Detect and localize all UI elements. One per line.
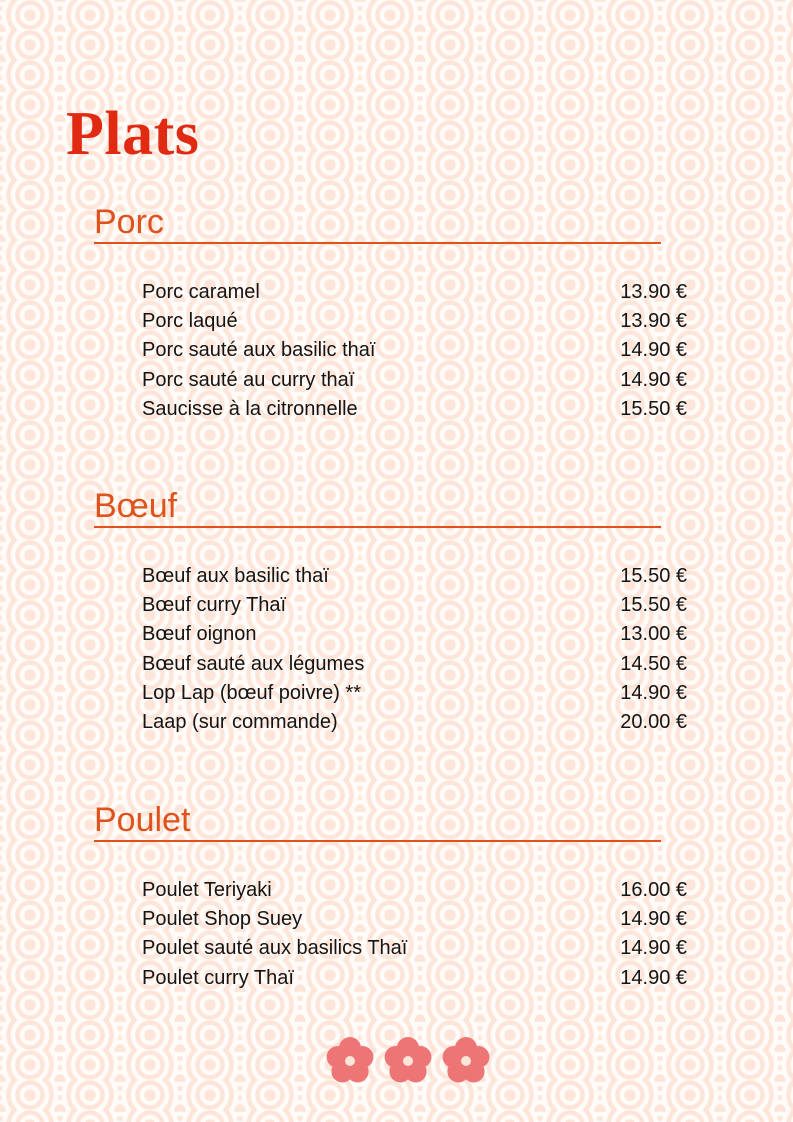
flower-icon bbox=[327, 1037, 374, 1083]
item-price: 15.50 € bbox=[620, 565, 687, 587]
menu-item bbox=[142, 278, 687, 307]
menu-item bbox=[142, 650, 687, 679]
menu-item bbox=[142, 708, 687, 737]
item-price: 15.50 € bbox=[620, 594, 687, 617]
flower-decoration bbox=[320, 1032, 500, 1092]
item-price: 14.90 € bbox=[620, 908, 687, 931]
menu-item bbox=[142, 591, 687, 620]
menu-item-list bbox=[142, 562, 687, 737]
section-porc bbox=[94, 202, 687, 420]
item-price: 13.90 € bbox=[620, 281, 687, 303]
item-name: Poulet Teriyaki bbox=[142, 879, 272, 901]
section-boeuf bbox=[94, 486, 687, 733]
item-name: Saucisse à la citronnelle bbox=[142, 397, 358, 420]
section-heading: Bœuf bbox=[94, 486, 661, 528]
item-price: 14.90 € bbox=[620, 368, 687, 391]
menu-item bbox=[142, 620, 687, 649]
item-price: 13.00 € bbox=[620, 623, 687, 646]
item-price: 13.90 € bbox=[620, 310, 687, 333]
item-name: Lop Lap (bœuf poivre) ** bbox=[142, 681, 362, 704]
item-name: Porc sauté au curry thaï bbox=[142, 368, 355, 391]
item-name: Bœuf oignon bbox=[142, 623, 257, 646]
item-name: Poulet sauté aux basilics Thaï bbox=[142, 937, 408, 960]
item-name: Bœuf aux basilic thaï bbox=[142, 565, 329, 587]
item-name: Poulet curry Thaï bbox=[142, 966, 294, 989]
item-price: 16.00 € bbox=[620, 879, 687, 901]
menu-item bbox=[142, 395, 687, 424]
item-price: 20.00 € bbox=[620, 710, 687, 733]
flower-icon bbox=[443, 1037, 490, 1083]
page-title: Plats bbox=[66, 100, 200, 168]
item-name: Porc sauté aux basilic thaï bbox=[142, 339, 376, 362]
menu-item bbox=[142, 562, 687, 591]
item-price: 14.90 € bbox=[620, 681, 687, 704]
item-name: Laap (sur commande) bbox=[142, 710, 338, 733]
menu-item-list bbox=[142, 278, 687, 424]
menu-item bbox=[142, 307, 687, 336]
section-poulet bbox=[94, 800, 687, 989]
item-price: 14.90 € bbox=[620, 966, 687, 989]
menu-item bbox=[142, 905, 687, 934]
menu-item bbox=[142, 336, 687, 365]
item-name: Porc caramel bbox=[142, 281, 260, 303]
item-price: 15.50 € bbox=[620, 397, 687, 420]
item-name: Bœuf sauté aux légumes bbox=[142, 652, 365, 675]
menu-item bbox=[142, 679, 687, 708]
item-price: 14.50 € bbox=[620, 652, 687, 675]
item-price: 14.90 € bbox=[620, 937, 687, 960]
flower-icon bbox=[385, 1037, 432, 1083]
item-price: 14.90 € bbox=[620, 339, 687, 362]
menu-item bbox=[142, 934, 687, 963]
menu-item bbox=[142, 964, 687, 993]
item-name: Bœuf curry Thaï bbox=[142, 594, 287, 617]
item-name: Poulet Shop Suey bbox=[142, 908, 303, 931]
section-heading: Poulet bbox=[94, 800, 661, 842]
menu-item bbox=[142, 876, 687, 905]
item-name: Porc laqué bbox=[142, 310, 238, 333]
section-heading: Porc bbox=[94, 202, 661, 244]
menu-item bbox=[142, 366, 687, 395]
menu-item-list bbox=[142, 876, 687, 993]
